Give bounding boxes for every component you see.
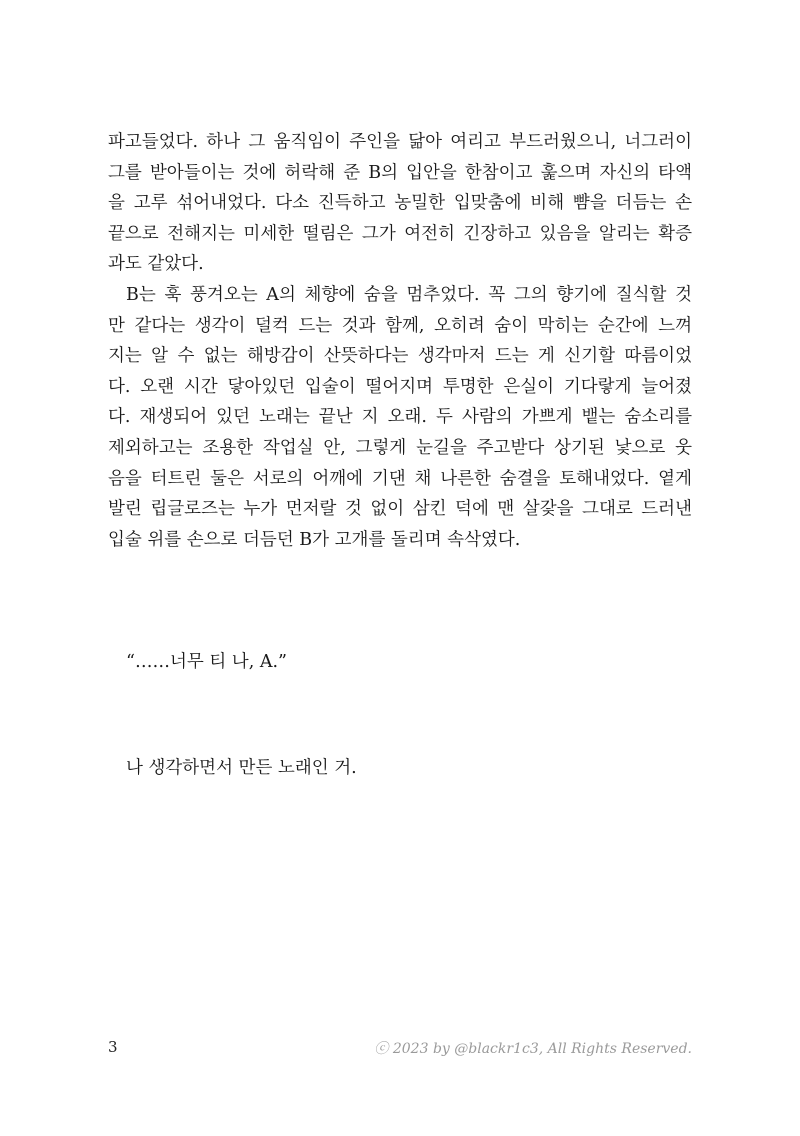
body-line: 끝으로 전해지는 미세한 떨림은 그가 여전히 긴장하고 있음을 알리는 확증 bbox=[108, 223, 692, 244]
body-text bbox=[108, 127, 692, 555]
dialogue-line: “……너무 티 나, A.” bbox=[126, 652, 287, 672]
body-line: 제외하고는 조용한 작업실 안, 그렇게 눈길을 주고받다 상기된 낯으로 웃 bbox=[108, 437, 692, 458]
body-line: 발린 립글로즈는 누가 먼저랄 것 없이 삼킨 덕에 맨 살갗을 그대로 드러낸 bbox=[108, 499, 692, 520]
body-line: 다. 재생되어 있던 노래는 끝난 지 오래. 두 사람의 가쁘게 뱉는 숨소리를 bbox=[108, 407, 692, 428]
dialogue-line: 나 생각하면서 만든 노래인 거. bbox=[126, 758, 357, 778]
body-line: B는 훅 풍겨오는 A의 체향에 숨을 멈추었다. 꼭 그의 향기에 질식할 것 bbox=[126, 284, 692, 305]
body-line: 음을 터트린 둘은 서로의 어깨에 기댄 채 나른한 숨결을 토해내었다. 옅게 bbox=[108, 468, 692, 489]
body-line: 과도 같았다. bbox=[108, 254, 204, 275]
copyright-notice: ⓒ 2023 by @blackr1c3, All Rights Reserved. bbox=[374, 1041, 692, 1057]
body-line: 다. 오랜 시간 닿아있던 입술이 떨어지며 투명한 은실이 기다랗게 늘어졌 bbox=[108, 376, 692, 397]
body-line: 입술 위를 손으로 더듬던 B가 고개를 돌리며 속삭였다. bbox=[108, 529, 521, 550]
body-line: 만 같다는 생각이 덜컥 드는 것과 함께, 오히려 숨이 막히는 순간에 느껴 bbox=[108, 315, 692, 336]
body-line: 파고들었다. 하나 그 움직임이 주인을 닮아 여리고 부드러웠으니, 너그러이 bbox=[108, 132, 692, 152]
body-line: 을 고루 섞어내었다. 다소 진득하고 농밀한 입맞춤에 비해 뺨을 더듬는 손 bbox=[108, 193, 692, 214]
page-number: 3 bbox=[108, 1038, 118, 1056]
body-line: 그를 받아들이는 것에 허락해 준 B의 입안을 한참이고 훑으며 자신의 타액 bbox=[108, 162, 692, 183]
body-line: 지는 알 수 없는 해방감이 산뜻하다는 생각마저 드는 게 신기할 따름이었 bbox=[108, 346, 692, 367]
